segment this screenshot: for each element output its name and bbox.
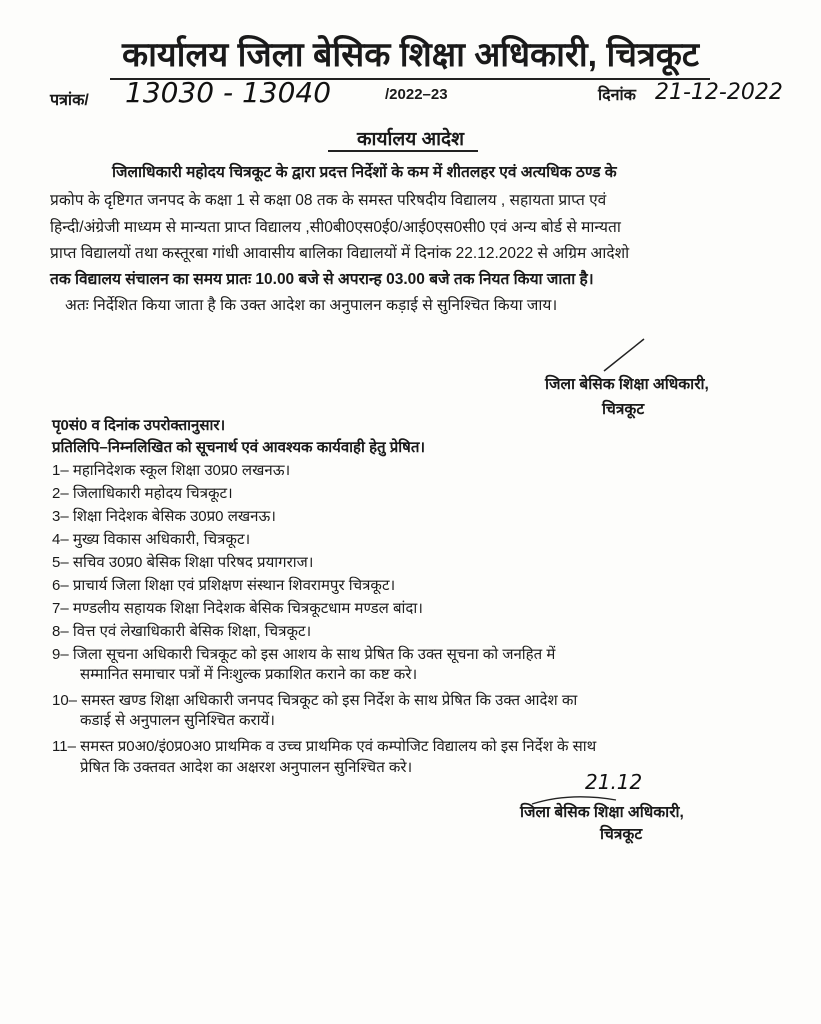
- copy-intro: प्रतिलिपि–निम्नलिखित को सूचनार्थ एवं आवश्यक कार्यवाही हेतु प्रेषित।: [52, 439, 426, 456]
- reference-line: पृ0सं0 व दिनांक उपरोक्तानुसार।: [52, 417, 226, 434]
- date-label: दिनांक: [598, 87, 636, 104]
- signatory-designation-2: जिला बेसिक शिक्षा अधिकारी,: [520, 804, 684, 821]
- letter-no-handwritten: 13030 - 13040: [125, 76, 332, 109]
- paragraph-line: अतः निर्देशित किया जाता है कि उक्त आदेश का अनुपालन कड़ाई से सुनिश्चित किया जाय।: [65, 297, 558, 314]
- order-title: कार्यालय आदेश: [356, 129, 465, 150]
- recipient-item-continued: सम्मानित समाचार पत्रों में निःशुल्क प्रकाशित कराने का कष्ट करे।: [80, 666, 418, 683]
- order-title-underline: [328, 150, 478, 152]
- handwritten-initials: 21.12: [585, 770, 643, 794]
- recipient-item: 4– मुख्य विकास अधिकारी, चित्रकूट।: [52, 531, 251, 548]
- signature-mark: [600, 335, 650, 375]
- recipient-item-continued: कडाई से अनुपालन सुनिश्चित करायें।: [80, 712, 275, 729]
- recipient-item: 1– महानिदेशक स्कूल शिक्षा उ0प्र0 लखनऊ।: [52, 462, 291, 479]
- recipient-item: 7– मण्डलीय सहायक शिक्षा निदेशक बेसिक चित्रकूटधाम मण्डल बांदा।: [52, 600, 423, 617]
- session: /2022–23: [385, 86, 448, 103]
- recipient-item: 2– जिलाधिकारी महोदय चित्रकूट।: [52, 485, 233, 502]
- recipient-item: 3– शिक्षा निदेशक बेसिक उ0प्र0 लखनऊ।: [52, 508, 276, 525]
- paragraph-line: हिन्दी/अंग्रेजी माध्यम से मान्यता प्राप्त विद्यालय ,सी0बी0एस0ई0/आई0एस0सी0 एवं अन्य बोर्ड से मान्यता: [50, 219, 621, 236]
- recipient-item: 10– समस्त खण्ड शिक्षा अधिकारी जनपद चित्रकूट को इस निर्देश के साथ प्रेषित कि उक्त आदेश का: [52, 692, 578, 709]
- date-handwritten: 21-12-2022: [655, 80, 783, 105]
- recipient-item-continued: प्रेषित कि उक्तवत आदेश का अक्षरश अनुपालन सुनिश्चित करे।: [80, 759, 413, 776]
- recipient-item: 8– वित्त एवं लेखाधिकारी बेसिक शिक्षा, चित्रकूट।: [52, 623, 312, 640]
- signatory-place-2: चित्रकूट: [600, 826, 643, 843]
- letter-no-label: पत्रांक/: [50, 92, 89, 109]
- paragraph-line: प्राप्त विद्यालयों तथा कस्तूरबा गांधी आवासीय बालिका विद्यालयों में दिनांक 22.12.2022 से अग्रिम आदेशो: [50, 245, 630, 262]
- paragraph-line: जिलाधिकारी महोदय चित्रकूट के द्वारा प्रदत्त निर्देशों के कम में शीतलहर एवं अत्यधिक ठण्ड के: [112, 164, 617, 181]
- paragraph-line: प्रकोप के दृष्टिगत जनपद के कक्षा 1 से कक्षा 08 तक के समस्त परिषदीय विद्यालय , सहायता प्राप्त एवं: [50, 192, 607, 209]
- recipient-item: 9– जिला सूचना अधिकारी चित्रकूट को इस आशय के साथ प्रेषित कि उक्त सूचना को जनहित में: [52, 646, 556, 663]
- recipient-item: 6– प्राचार्य जिला शिक्षा एवं प्रशिक्षण संस्थान शिवरामपुर चित्रकूट।: [52, 577, 396, 594]
- paragraph-line: तक विद्यालय संचालन का समय प्रातः 10.00 बजे से अपरान्ह 03.00 बजे तक नियत किया जाता है।: [50, 271, 594, 288]
- signatory-place: चित्रकूट: [602, 401, 645, 418]
- recipient-item: 11– समस्त प्र0अ0/इं0प्र0अ0 प्राथमिक व उच्च प्राथमिक एवं कम्पोजिट विद्यालय को इस निर्देश के साथ: [52, 738, 597, 755]
- recipient-item: 5– सचिव उ0प्र0 बेसिक शिक्षा परिषद प्रयागराज।: [52, 554, 314, 571]
- office-title: कार्यालय जिला बेसिक शिक्षा अधिकारी, चित्रकूट: [122, 36, 699, 74]
- signatory-designation: जिला बेसिक शिक्षा अधिकारी,: [545, 376, 709, 393]
